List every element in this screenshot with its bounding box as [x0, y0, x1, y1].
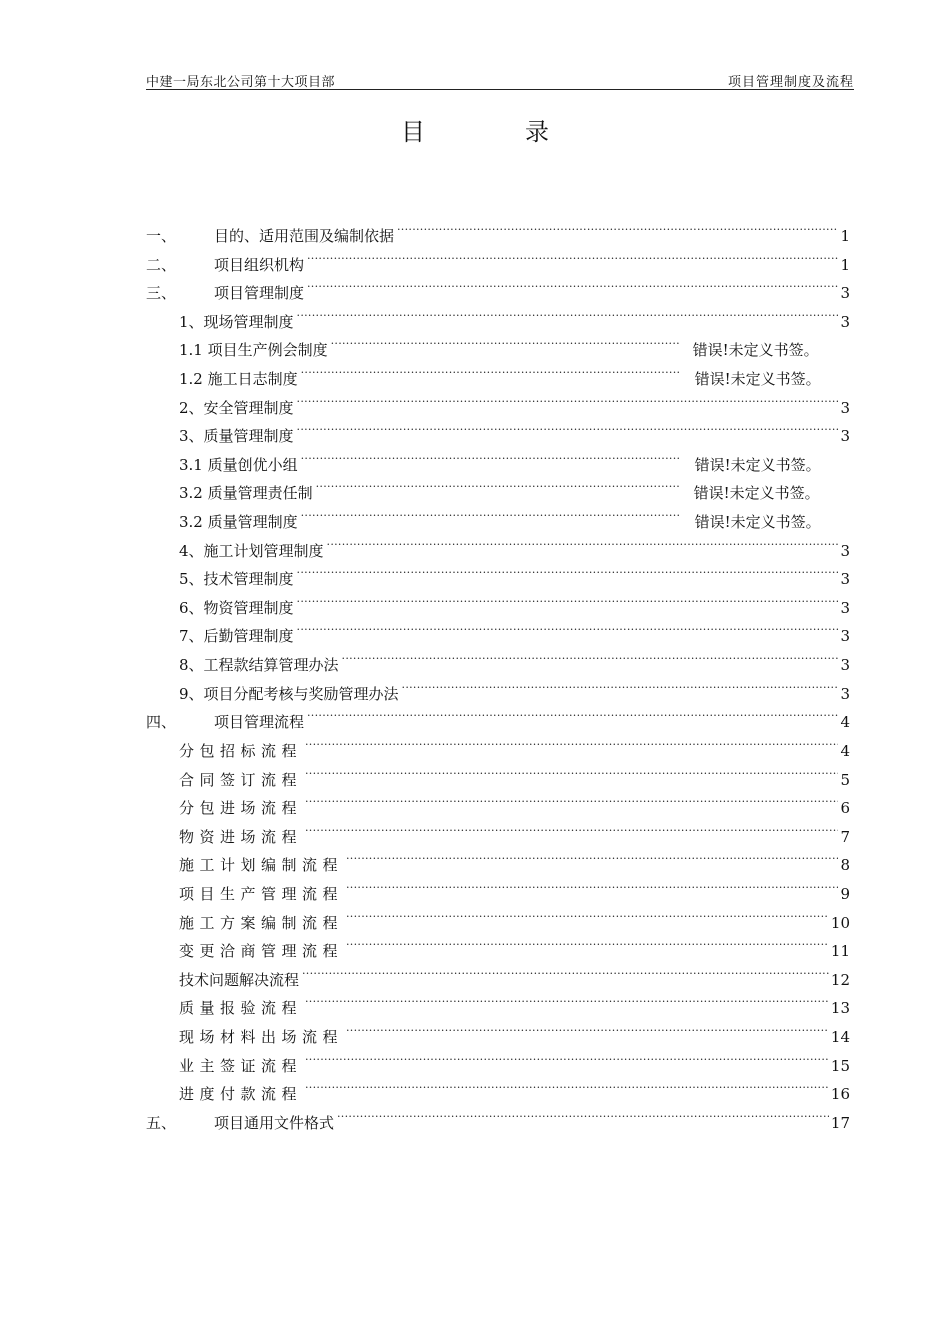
toc-entry-page: 3	[840, 542, 850, 560]
toc-leader-dots	[342, 642, 838, 670]
toc-leader-dots	[346, 928, 829, 956]
toc-entry-page: 错误!未定义书签。	[694, 456, 821, 474]
toc-entry-page: 12	[830, 971, 850, 989]
toc-entry-page: 6	[840, 799, 850, 817]
toc-entry-page: 4	[840, 742, 850, 760]
toc-entry-label: 业主签证流程	[179, 1057, 303, 1075]
toc-entry[interactable]	[179, 299, 850, 331]
toc-leader-dots	[346, 871, 838, 899]
toc-leader-dots	[297, 413, 838, 441]
toc-entry-number: 二、	[146, 256, 177, 274]
toc-entry[interactable]	[179, 556, 850, 588]
toc-entry-label: 1.1 项目生产例会制度	[179, 341, 328, 359]
toc-entry[interactable]	[179, 957, 850, 989]
toc-entry-label: 3.2 质量管理责任制	[179, 484, 313, 502]
toc-leader-dots	[297, 613, 838, 641]
toc-entry-page: 9	[840, 885, 850, 903]
toc-leader-dots	[297, 585, 838, 613]
toc-leader-dots	[297, 556, 838, 584]
toc-leader-dots	[305, 728, 838, 756]
toc-entry-page: 错误!未定义书签。	[694, 370, 821, 388]
toc-leader-dots	[346, 900, 829, 928]
toc-entry-page: 14	[830, 1028, 850, 1046]
toc-entry-page: 16	[830, 1085, 850, 1103]
toc-leader-dots	[316, 470, 680, 498]
toc-entry-label: 1.2 施工日志制度	[179, 370, 298, 388]
toc-leader-dots	[327, 528, 838, 556]
toc-leader-dots	[305, 985, 829, 1013]
toc-entry-page: 3	[840, 284, 850, 302]
toc-leader-dots	[307, 270, 838, 298]
toc-entry[interactable]	[179, 327, 850, 359]
toc-entry-label: 物资进场流程	[179, 828, 303, 846]
toc-leader-dots	[305, 785, 838, 813]
toc-leader-dots	[346, 1014, 829, 1042]
toc-entry[interactable]	[179, 728, 850, 760]
toc-entry-number: 三、	[146, 284, 177, 302]
toc-entry[interactable]	[146, 1100, 850, 1132]
toc-entry-label: 分包进场流程	[179, 799, 303, 817]
toc-entry[interactable]	[179, 757, 850, 789]
page-header	[146, 70, 854, 90]
toc-entry-page: 7	[840, 828, 850, 846]
toc-entry-page: 11	[830, 942, 850, 960]
toc-entry[interactable]	[179, 613, 850, 645]
toc-leader-dots	[305, 1043, 829, 1071]
toc-entry-label: 合同签订流程	[179, 771, 303, 789]
toc-leader-dots	[305, 814, 838, 842]
toc-entry[interactable]	[179, 814, 850, 846]
header-document-title: 项目管理制度及流程	[727, 75, 854, 90]
toc-title-char-1: 目	[401, 118, 425, 146]
toc-entry-label: 项目通用文件格式	[214, 1114, 335, 1132]
toc-entry-page: 4	[840, 713, 850, 731]
toc-entry-label: 施工计划编制流程	[179, 856, 344, 874]
toc-entry-page: 1	[840, 256, 850, 274]
toc-entry-page: 5	[840, 771, 850, 789]
toc-entry-label: 5、技术管理制度	[179, 570, 294, 588]
toc-entry[interactable]	[179, 470, 850, 502]
toc-leader-dots	[337, 1100, 829, 1128]
toc-entry[interactable]	[146, 270, 850, 302]
toc-leader-dots	[297, 385, 838, 413]
toc-entry[interactable]	[179, 871, 850, 903]
toc-entry-label: 8、工程款结算管理办法	[179, 656, 339, 674]
toc-entry-page: 8	[840, 856, 850, 874]
toc-entry[interactable]	[179, 528, 850, 560]
toc-entry-label: 质量报验流程	[179, 999, 303, 1017]
toc-entry-label: 3.1 质量创优小组	[179, 456, 298, 474]
toc-entry-label: 3、质量管理制度	[179, 427, 294, 445]
toc-leader-dots	[301, 356, 681, 384]
toc-leader-dots	[331, 327, 679, 355]
toc-entry-page: 错误!未定义书签。	[693, 484, 820, 502]
toc-leader-dots	[346, 842, 838, 870]
toc-leader-dots	[307, 699, 838, 727]
toc-entry[interactable]	[179, 842, 850, 874]
header-company: 中建一局东北公司第十大项目部	[146, 75, 336, 90]
toc-entry-label: 现场材料出场流程	[179, 1028, 344, 1046]
toc-entry-label: 4、施工计划管理制度	[179, 542, 324, 560]
toc-leader-dots	[302, 957, 829, 985]
toc-entry[interactable]	[179, 642, 850, 674]
toc-entry-page: 3	[840, 313, 850, 331]
toc-entry-label: 2、安全管理制度	[179, 399, 294, 417]
toc-entry-page: 17	[830, 1114, 850, 1132]
toc-entry[interactable]	[179, 585, 850, 617]
toc-entry[interactable]	[179, 385, 850, 417]
toc-entry-label: 变更洽商管理流程	[179, 942, 344, 960]
toc-entry-label: 项目组织机构	[214, 256, 305, 274]
toc-entry-label: 技术问题解决流程	[179, 971, 300, 989]
toc-leader-dots	[397, 213, 838, 241]
toc-entry-page: 3	[840, 570, 850, 588]
toc-title-char-2: 录	[525, 118, 549, 146]
toc-leader-dots	[301, 442, 681, 470]
toc-entry-number: 一、	[146, 227, 177, 245]
toc-entry[interactable]	[179, 928, 850, 960]
toc-entry[interactable]	[179, 985, 850, 1017]
toc-entry-label: 3.2 质量管理制度	[179, 513, 298, 531]
toc-entry-page: 15	[830, 1057, 850, 1075]
toc-leader-dots	[301, 499, 681, 527]
toc-entry-page: 错误!未定义书签。	[694, 513, 821, 531]
toc-entry-page: 3	[840, 399, 850, 417]
toc-leader-dots	[305, 1071, 829, 1099]
toc-entry-number: 五、	[146, 1114, 177, 1132]
toc-entry[interactable]	[179, 1043, 850, 1075]
toc-entry[interactable]	[179, 1014, 850, 1046]
toc-entry-label: 施工方案编制流程	[179, 914, 344, 932]
toc-entry[interactable]	[179, 442, 850, 474]
toc-entry-page: 3	[840, 656, 850, 674]
toc-leader-dots	[402, 671, 838, 699]
toc-entry-page: 13	[830, 999, 850, 1017]
toc-entry[interactable]	[179, 671, 850, 703]
toc-entry-page: 错误!未定义书签。	[692, 341, 819, 359]
toc-entry-label: 7、后勤管理制度	[179, 627, 294, 645]
toc-entry-page: 3	[840, 627, 850, 645]
toc-entry-page: 1	[840, 227, 850, 245]
toc-entry[interactable]	[179, 1071, 850, 1103]
toc-entry-label: 6、物资管理制度	[179, 599, 294, 617]
toc-entry[interactable]	[146, 242, 850, 274]
toc-entry[interactable]	[179, 356, 850, 388]
toc-entry-label: 1、现场管理制度	[179, 313, 294, 331]
toc-title	[0, 112, 950, 147]
toc-entry[interactable]	[179, 785, 850, 817]
toc-entry-label: 项目生产管理流程	[179, 885, 344, 903]
toc-entry-page: 3	[840, 685, 850, 703]
toc-entry-label: 9、项目分配考核与奖励管理办法	[179, 685, 399, 703]
toc-entry[interactable]	[179, 499, 850, 531]
toc-entry-label: 进度付款流程	[179, 1085, 303, 1103]
toc-leader-dots	[305, 757, 838, 785]
toc-leader-dots	[297, 299, 838, 327]
toc-entry-label: 目的、适用范围及编制依据	[214, 227, 395, 245]
toc-entry[interactable]	[146, 699, 850, 731]
toc-entry-label: 项目管理制度	[214, 284, 305, 302]
toc-entry-page: 3	[840, 427, 850, 445]
toc-entry-label: 项目管理流程	[214, 713, 305, 731]
toc-leader-dots	[307, 242, 838, 270]
toc-entry-page: 3	[840, 599, 850, 617]
toc-entry[interactable]	[146, 213, 850, 245]
toc-entry[interactable]	[179, 900, 850, 932]
toc-entry-number: 四、	[146, 713, 177, 731]
toc-entry-label: 分包招标流程	[179, 742, 303, 760]
toc-entry[interactable]	[179, 413, 850, 445]
toc-entry-page: 10	[830, 914, 850, 932]
